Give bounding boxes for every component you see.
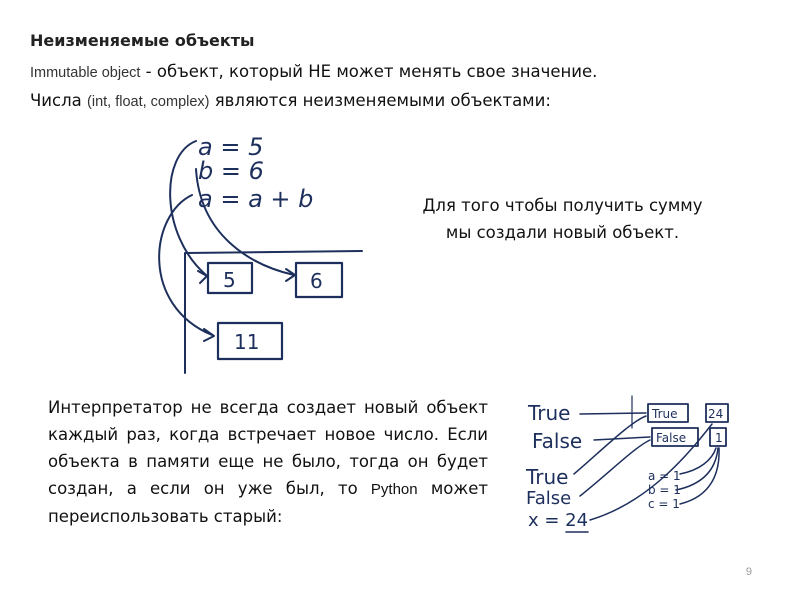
arrow-head-1	[198, 271, 207, 283]
explanation-paragraph	[48, 394, 488, 530]
arrow-false2-to-box	[580, 440, 650, 496]
sketch2-true-2: True	[526, 465, 569, 489]
paragraph-part-2: может переиспользовать старый:	[48, 479, 488, 526]
sketch2-false-1: False	[532, 429, 583, 453]
arrow-c-to-one	[680, 448, 719, 504]
sketch-reuse-diagram	[520, 392, 740, 542]
arrow-false1-to-box	[594, 437, 650, 440]
box-five-value: 5	[223, 268, 236, 292]
box-false-label: False	[656, 431, 687, 445]
slide-title: Неизменяемые объекты	[30, 31, 255, 50]
assign-b: b = 1	[648, 483, 681, 497]
box-one-label: 1	[715, 431, 723, 445]
sketch2-true-1: True	[528, 401, 571, 425]
sketch2-x-assign: x = 24	[528, 510, 589, 531]
page-number: 9	[745, 566, 752, 578]
box-eleven-value: 11	[234, 330, 260, 354]
box-six-value: 6	[310, 269, 323, 293]
python-term: Python	[370, 481, 418, 498]
subtitle-line-1-text: - объект, который НЕ может менять свое значение.	[140, 62, 598, 81]
box-true-label: True	[652, 407, 678, 421]
assign-a: a = 1	[648, 469, 681, 483]
subtitle-line-1	[30, 58, 770, 87]
sketch1-line-b: b = 6	[198, 157, 264, 185]
immutable-object-term: Immutable object	[30, 65, 141, 81]
sketch1-line-a: a = 5	[198, 133, 264, 161]
arrow-true1-to-box	[580, 413, 646, 414]
side-note: Для того чтобы получить сумму мы создали новый объект.	[422, 196, 703, 242]
sketch1-line-sum: a = a + b	[198, 185, 314, 213]
box-24-label: 24	[708, 407, 724, 421]
subtitle-line-2-end: являются неизменяемыми объектами:	[209, 91, 551, 110]
subtitle-line-2	[30, 87, 770, 116]
sketch-sum-diagram	[140, 125, 370, 375]
assign-c: c = 1	[648, 497, 680, 511]
subtitle-line-2-start: Числа	[30, 91, 88, 110]
sketch2-false-2: False	[526, 488, 572, 509]
number-types: (int, float, complex)	[87, 94, 210, 110]
subtitle	[30, 58, 770, 116]
paragraph-part-1: Интерпретатор не всегда создает новый объект каждый раз, когда встречает новое число. Если объекта в памяти еще не было, тогда он будет создан, а если он уже был, то	[48, 398, 488, 498]
arrow-head-3	[204, 329, 214, 341]
arrow-true2-to-box	[574, 416, 646, 474]
